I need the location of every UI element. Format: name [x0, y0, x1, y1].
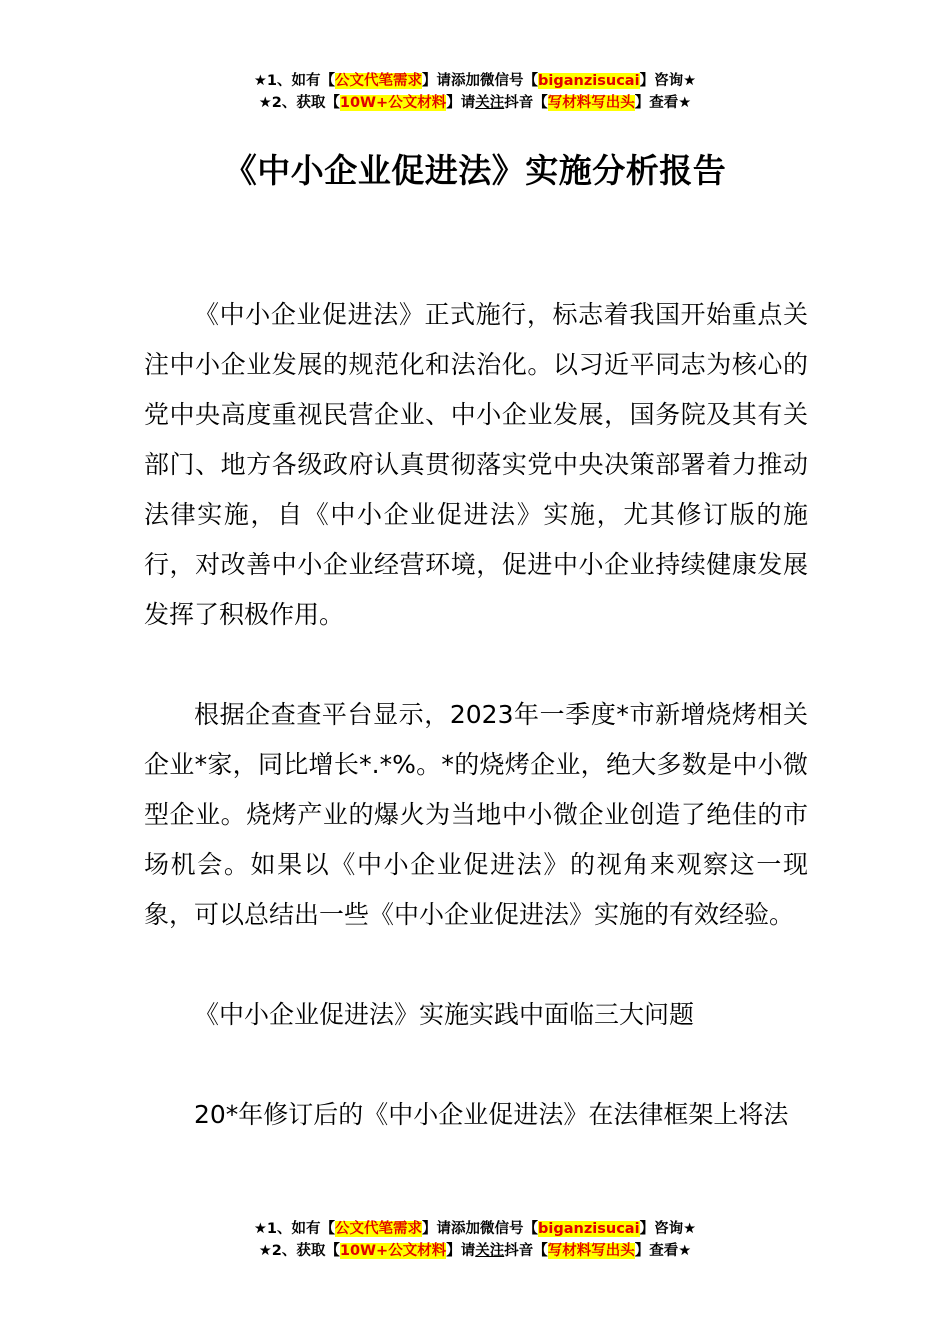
promo-highlight: 公文代笔需求 [335, 73, 423, 89]
promo-line-1: ★1、如有【公文代笔需求】请添加微信号【biganzisucai】咨询★ [253, 73, 697, 89]
paragraph-1: 《中小企业促进法》正式施行，标志着我国开始重点关注中小企业发展的规范化和法治化。以习近平同志为核心的党中央高度重视民营企业、中小企业发展，国务院及其有关部门、地方各级政府认真贯彻落实党中央决策部署着力推动法律实施，自《中小企业促进法》实施，尤其修订版的施行，对改善中小企业经营环境，促进中小企业持续健康发展发挥了积极作用。 [144, 300, 808, 629]
promo-banner-top [0, 70, 950, 114]
promo-line-1: ★1、如有【公文代笔需求】请添加微信号【biganzisucai】咨询★ [253, 1221, 697, 1237]
promo-wechat-id: biganzisucai [538, 1221, 640, 1237]
promo-wechat-id: biganzisucai [538, 73, 640, 89]
section-heading: 《中小企业促进法》实施实践中面临三大问题 [194, 1000, 695, 1029]
promo-highlight: 公文代笔需求 [335, 1221, 423, 1237]
promo-douyin-id: 写材料写出头 [547, 1243, 635, 1259]
document-body [144, 290, 808, 1140]
document-title: 《中小企业促进法》实施分析报告 [223, 151, 727, 190]
promo-douyin-id: 写材料写出头 [547, 95, 635, 111]
paragraph-2: 根据企查查平台显示，2023年一季度*市新增烧烤相关企业*家，同比增长*.*%。*的烧烤企业，绝大多数是中小微型企业。烧烤产业的爆火为当地中小微企业创造了绝佳的市场机会。如果以《中小企业促进法》的视角来观察这一现象，可以总结出一些《中小企业促进法》实施的有效经验。 [144, 700, 808, 929]
promo-highlight: 10W+公文材料 [339, 1243, 447, 1259]
promo-banner-bottom [0, 1218, 950, 1262]
promo-line-2: ★2、获取【10W+公文材料】请关注抖音【写材料写出头】查看★ [258, 1243, 692, 1259]
promo-line-2: ★2、获取【10W+公文材料】请关注抖音【写材料写出头】查看★ [258, 95, 692, 111]
promo-highlight: 10W+公文材料 [339, 95, 447, 111]
paragraph-3: 20*年修订后的《中小企业促进法》在法律框架上将法 [194, 1100, 789, 1129]
